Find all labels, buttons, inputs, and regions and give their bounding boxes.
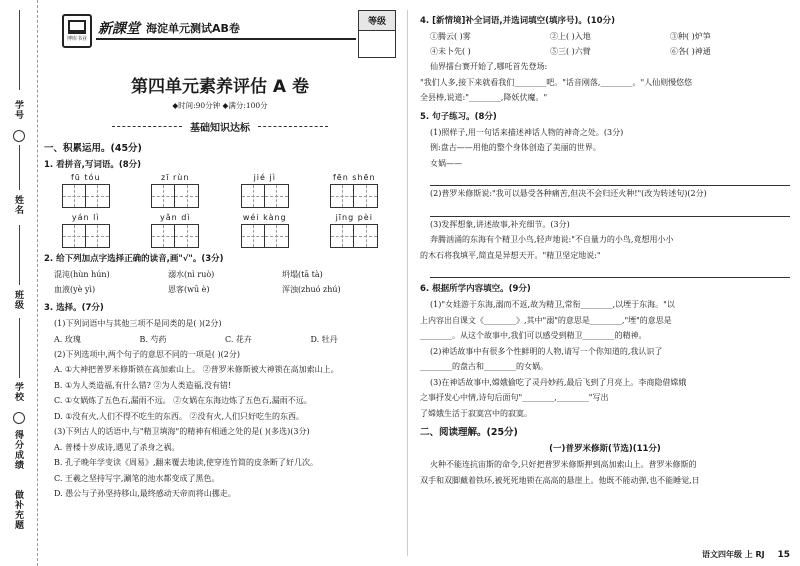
q4-passage-line: 全县棒,说道:"________,降妖伏魔。" xyxy=(420,93,548,102)
writing-box[interactable] xyxy=(62,224,86,248)
part1-title: 一、积累运用。(45分) xyxy=(44,143,142,154)
q4-item[interactable]: ②上( )入地 xyxy=(550,32,591,41)
q6-line: 上内容出自课文《________》,其中"溺"的意思是________,"堙"的意思是 xyxy=(420,315,672,325)
subject-label: 语文四年级 上 RJ xyxy=(701,550,765,559)
section-heading xyxy=(44,119,396,134)
option[interactable]: B. ①为人类造福,有什么错? ②为人类造福,没有错! xyxy=(54,380,232,390)
logo-text: 博库书业 xyxy=(66,36,87,42)
margin-rule xyxy=(19,318,20,378)
margin-note: 做补充题 xyxy=(13,490,23,530)
answer-line[interactable] xyxy=(430,263,790,278)
q5-3-passage: 奔腾汹涌的东海有个精卫小鸟,轻声地说:"不自量力的小鸟,竟想用小小 xyxy=(430,235,674,244)
q4-item[interactable]: ⑥各( )神通 xyxy=(670,47,711,56)
writing-box[interactable] xyxy=(265,224,289,248)
writing-box[interactable] xyxy=(86,224,110,248)
q5-3-passage: 的木石将我填平,简直是异想天开。"精卫坚定地说:" xyxy=(420,250,601,260)
q3-1-options xyxy=(44,332,396,347)
heading-rule xyxy=(258,126,328,127)
option[interactable]: D. ①没有火,人们不得不吃生的东西。 ②没有火,人们只好吃生的东西。 xyxy=(54,411,305,421)
q6-line: (1)"女娃游于东海,溺而不返,故为精卫,常衔________,以堙于东海。"以 xyxy=(430,300,675,309)
pinyin-label: yǎn dì xyxy=(159,213,191,222)
q6-line: ________。从这个故事中,我们可以感受到精卫________的精神。 xyxy=(420,331,647,340)
writing-box[interactable] xyxy=(175,224,199,248)
q4-title: 4. [新情境]补全词语,并选词填空(填序号)。(10分) xyxy=(420,16,615,26)
q5-1-name: 女娲—— xyxy=(430,158,462,168)
pinyin-label: wéi kàng xyxy=(242,213,287,222)
q2-item[interactable]: 浑浊(zhuó zhú) xyxy=(282,285,341,294)
series-name: 海淀单元测试AB卷 xyxy=(146,22,240,35)
binding-margin xyxy=(0,0,38,566)
pinyin-label: jīng pèi xyxy=(335,213,373,222)
class-label: 班级 xyxy=(13,290,23,310)
name-label: 姓名 xyxy=(13,195,23,215)
margin-note: 得分成绩 xyxy=(13,430,23,470)
writing-box[interactable] xyxy=(86,184,110,208)
q4-item[interactable]: ③种( )炉笋 xyxy=(670,32,711,41)
q5-3-prompt: (3)发挥想象,讲述故事,补充细节。(3分) xyxy=(430,219,570,229)
q3-1-prompt: (1)下列词语中与其他三项不是同类的是( )(2分) xyxy=(54,319,222,328)
q6-line: 了嫦娥生活于寂寞宫中的寂寞。 xyxy=(420,408,532,418)
q6-line: ________的盘古和________的女娲。 xyxy=(420,362,548,371)
writing-box[interactable] xyxy=(175,184,199,208)
answer-line[interactable] xyxy=(430,171,790,186)
option[interactable]: B. 孔子晚年学变读《周易》,翻来覆去地读,使穿连竹简的皮条断了好几次。 xyxy=(54,458,319,467)
q6-line: (2)神话故事中有很多个性鲜明的人物,请写一个你知道的,我认识了 xyxy=(430,346,663,356)
q5-1-example: 例:盘古——用他的整个身体创造了美丽的世界。 xyxy=(430,143,601,152)
option[interactable]: C. 花卉 xyxy=(225,334,252,344)
pinyin-item xyxy=(140,213,212,248)
q2-title: 2. 给下列加点字选择正确的读音,画"√"。(3分) xyxy=(44,254,224,264)
pinyin-item xyxy=(319,213,391,248)
publisher-logo xyxy=(62,14,92,48)
answer-line[interactable] xyxy=(430,202,790,217)
margin-rule xyxy=(19,145,20,190)
option[interactable]: D. 愚公与子孙坚持移山,最终感动天帝而将山挪走。 xyxy=(54,489,236,498)
margin-rule xyxy=(19,225,20,285)
grade-label: 等级 xyxy=(359,11,395,31)
option[interactable]: D. 牡丹 xyxy=(310,334,338,344)
brand-name: 新課堂 xyxy=(98,21,140,37)
q4-item[interactable]: ④未卜先( ) xyxy=(430,47,471,56)
option[interactable]: A. 玫瑰 xyxy=(54,334,81,344)
page-divider xyxy=(407,10,408,556)
writing-box[interactable] xyxy=(265,184,289,208)
q5-title: 5. 句子练习。(8分) xyxy=(420,111,497,122)
q6-line: 之事抒发心中情,诗句后面句"________,________"写出 xyxy=(420,393,609,402)
margin-rule xyxy=(19,10,20,90)
writing-box[interactable] xyxy=(151,224,175,248)
q5-2-prompt: (2)普罗米修斯说:"我可以悬受各种痛苦,但决不会归还火种!"(改为转述句)(2分) xyxy=(430,189,707,198)
q6-title: 6. 根据所学内容填空。(9分) xyxy=(420,284,531,294)
pinyin-item xyxy=(229,213,301,248)
reading-line: 双手和双脚戴着铁环,被死死地锁在高高的悬崖上。他既不能动弹,也不能睡觉,日 xyxy=(420,475,700,485)
pinyin-label: fēn shēn xyxy=(332,173,376,182)
q4-item[interactable]: ①腾云( )雾 xyxy=(430,32,471,41)
reading-line: 火种不能连抗宙斯的命令,只好把普罗米修斯押到高加索山上。普罗米修斯的 xyxy=(430,460,697,469)
writing-box[interactable] xyxy=(330,224,354,248)
logo-building-icon xyxy=(68,20,86,34)
pinyin-item xyxy=(50,173,122,208)
pinyin-item xyxy=(229,173,301,208)
writing-box[interactable] xyxy=(62,184,86,208)
pinyin-grid xyxy=(44,173,396,248)
part2-title: 二、阅读理解。(25分) xyxy=(420,427,518,438)
q3-title: 3. 选择。(7分) xyxy=(44,303,104,313)
q4-items xyxy=(420,29,790,59)
page-footer xyxy=(702,549,790,560)
pinyin-item xyxy=(140,173,212,208)
pinyin-label: zī rùn xyxy=(161,173,190,182)
school-label: 学校 xyxy=(13,382,23,402)
q1-title: 1. 看拼音,写词语。(8分) xyxy=(44,160,142,170)
exam-meta: ◆时间:90分钟 ◆满分:100分 xyxy=(172,101,268,110)
writing-box[interactable] xyxy=(354,224,378,248)
reading-title: (一)普罗米修斯(节选)(11分) xyxy=(549,444,661,454)
option[interactable]: C. ①女娲炼了五色石,漏雨不远。 ②女娲在东海边炼了五色石,漏雨不远。 xyxy=(54,396,312,405)
option[interactable]: A. 普楼十岁成诗,遇见了杀身之祸。 xyxy=(54,442,180,452)
q4-item[interactable]: ⑤三( )六臂 xyxy=(550,47,591,56)
q4-passage-line: "我们人多,接下来就看我们________吧。"话音刚落,________。"人仙则慢悠悠 xyxy=(420,77,693,87)
section-title: 基础知识达标 xyxy=(190,123,250,134)
q2-item[interactable]: 恩客(wū è) xyxy=(168,285,210,294)
writing-box[interactable] xyxy=(151,184,175,208)
left-page xyxy=(44,10,396,560)
writing-box[interactable] xyxy=(241,184,265,208)
pinyin-label: fū tóu xyxy=(70,173,101,182)
heading-rule xyxy=(112,126,182,127)
q3-3-prompt: (3)下列古人的话语中,与"精卫填海"的精神有相通之处的是( )(多选)(3分) xyxy=(54,427,310,436)
binding-hole xyxy=(13,412,25,424)
option[interactable]: A. ①大神把普罗米修斯锁在高加索山上。 ②普罗米修斯被大神锁在高加索山上。 xyxy=(54,365,339,374)
option[interactable]: B. 芍药 xyxy=(139,334,167,344)
student-id-label: 学号 xyxy=(13,100,23,120)
page-title: 第四单元素养评估 A 卷 xyxy=(131,77,309,97)
binding-hole xyxy=(13,130,25,142)
pinyin-label: yán lì xyxy=(71,213,100,222)
page-number: 15 xyxy=(777,550,790,560)
grade-box[interactable] xyxy=(358,10,396,58)
q2-options xyxy=(44,267,396,297)
q2-item[interactable]: 溺水(nì ruò) xyxy=(168,270,215,279)
option[interactable]: C. 王羲之坚持写字,涮笔的池水都变成了黑色。 xyxy=(54,473,220,483)
q2-item[interactable]: 混沌(hùn hún) xyxy=(54,270,110,279)
q6-line: (3)在神话故事中,嫦娥偷吃了灵丹妙药,最后飞到了月亮上。李商隐借嫦娥 xyxy=(430,377,687,387)
pinyin-item xyxy=(319,173,391,208)
pinyin-label: jié jì xyxy=(253,173,276,182)
writing-box[interactable] xyxy=(354,184,378,208)
banner xyxy=(44,10,396,62)
writing-box[interactable] xyxy=(241,224,265,248)
q5-1-prompt: (1)照样子,用一句话来描述神话人物的神奇之处。(3分) xyxy=(430,127,624,137)
q4-passage-line: 仙界擂台赛开始了,哪吒首先登场: xyxy=(430,62,548,71)
q3-2-prompt: (2)下列选项中,两个句子的意思不同的一项是( )(2分) xyxy=(54,349,240,359)
writing-box[interactable] xyxy=(330,184,354,208)
q2-item[interactable]: 坍塌(tā tà) xyxy=(282,270,323,279)
q2-item[interactable]: 血液(yè yì) xyxy=(54,285,96,294)
banner-rule xyxy=(96,38,356,40)
right-page xyxy=(420,10,790,560)
pinyin-item xyxy=(50,213,122,248)
